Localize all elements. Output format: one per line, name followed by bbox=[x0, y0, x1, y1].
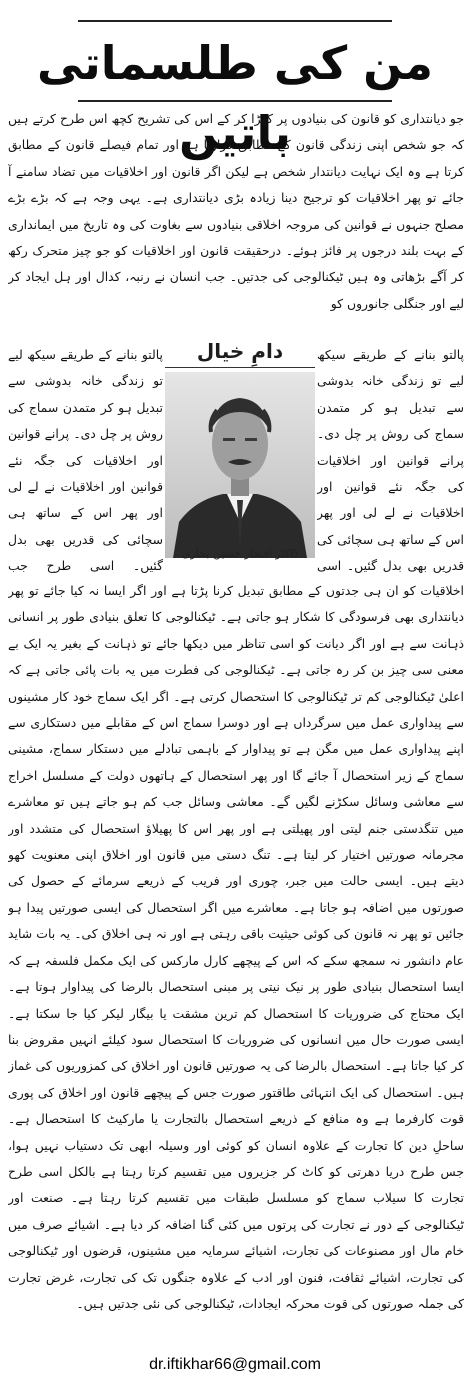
body-paragraph-wrap bbox=[8, 342, 163, 578]
author-email[interactable]: dr.iftikhar66@gmail.com bbox=[149, 1356, 321, 1373]
headline-top-rule bbox=[78, 20, 392, 22]
author-photo bbox=[165, 372, 315, 558]
body-paragraph-wrap-right bbox=[317, 342, 464, 578]
body-paragraph-main bbox=[8, 578, 464, 1350]
column-callout bbox=[165, 338, 315, 568]
paragraph-text: جو دیانتداری کو قانون کی بنیادوں پر کھڑا کر کے اس کی تشریح کچھ اس طرح کرتے ہیں کہ جو شخص اپنی زندگی قانون کے مطابق گزارتا ہے اور تمام فیصلے قانون کے مطابق کرتا ہے وہ ایک نہایت دیانتدار شخص ہے لیکن اگر قانون اور اخلاقیات میں تضاد سامنے آ جائے تو پھر اخلاقیات کو ترجیح دینا زیادہ بڑی دیانتداری ہے۔ یہی وجہ ہے کہ بڑے بڑے مصلح جنہوں نے قوانین کی مروجہ اخلاقی بنیادوں سے بغاوت کی وہ تاریخ میں ایمانداری کے بہت بلند درجوں پر فائز ہوئے۔ درحقیقت قانون اور اخلاقیات کو جو چیز متحرک رکھ کر آگے بڑھاتی وہ ہیں ٹیکنالوجی کی جدتیں۔ جب انسان نے رنبہ، کدال اور ہل ایجاد کر لیے اور جنگلی جانوروں کو bbox=[8, 111, 464, 311]
column-name: دامِ خیال bbox=[196, 339, 284, 363]
paragraph-text: اخلاقیات کو ان ہی جدتوں کے مطابق تبدیل کرنا پڑتا ہے اور اگر ایسا نہ کیا جائے تو پھر دیانتداری بھی فرسودگی کا شکار ہو جاتی ہے۔ ٹیکنالوجی کا تعلق بنیادی طور پر انسانی ذہانت سے ہے اور اگر دیانت کو اسی تناظر میں دیکھا جائے تو ذہانت کے بغیر یہ ایک بے معنی سی چیز بن کر رہ جاتی ہے۔ ٹیکنالوجی کی فطرت میں یہ بات پائی جاتی ہے کہ اعلیٰ ٹیکنالوجی کم تر ٹیکنالوجی کا استحصال کرتی ہے۔ اگر ایک سماج خود کار مشینوں سے پیداواری عمل میں سرگرداں ہے اور دوسرا سماج اس کے مقابلے میں دستکاری سے اپنے پیداواری عمل میں مگن ہے تو پیداوار کے باہمی تبادلے میں دستکار سماج، مشینی سماج کے زیر استحصال آ جائے گا اور پھر استحصال کے ہاتھوں دولت کے مسلسل اخراج سے معاشی وسائل سکڑنے لگیں گے۔ معاشی وسائل جب کم ہو جاتے ہیں تو معاشرے میں تنگدستی جنم لیتی اور پھیلتی ہے اور پھر اس کا پھیلاؤ استحصال کی متشدد اور مجرمانہ صورتیں اختیار کر لیتا ہے۔ تنگ دستی میں قانون اور اخلاق اپنی معنویت کھو دیتے ہیں۔ ایسی حالت میں جبر، چوری اور فریب کے ذریعے سرمائے کے حصول کی صورتوں میں اضافہ ہو جاتا ہے۔ معاشرے میں اگر استحصال کی ایسی صورتیں پیدا ہو جائیں تو پھر نہ قانون کی کوئی حیثیت باقی رہتی ہے اور نہ ہی اخلاق کی۔ یہ بات شاید عام دانشور نہ سمجھ سکے کہ اس کے پیچھے کارل مارکس کی ایک مکمل فلسفہ ہے کہ ایسا استحصال بنیادی طور پر نیک نیتی پر مبنی استحصال بالرضا کی پیداوار ہوتا ہے۔ ایک محتاج کی ضروریات کا استحصال کم ترین مشقت یا بیگار لیکر کیا جا سکتا ہے۔ ایسی صورت حال میں انسانوں کی ضروریات کا استحصال سود کیلئے انہیں مقروض بنا کر کیا جاتا ہے۔ استحصال بالرضا کی یہ صورتیں قانون اور اخلاق کی کمزوریوں کی غماز ہیں۔ استحصال کی ایک انتہائی طاقتور صورت جس کے پیچھے قانون اور اخلاق کی پوری قوت کارفرما ہے وہ منافع کے ذریعے استحصال بالتجارت یا مارکیٹ کا استحصال ہے۔ ساحلِ دین کا تجارت کے علاوہ انسان کو کوئی اور وسیلہ ابھی تک دستیاب نہیں ہوا، جس طرح دریا دھرتی کو کاٹ کر جزیروں میں تقسیم کرتا رہتا ہے بالکل اسی طرح تجارت کا سیلاب سماج کو مسلسل طبقات میں تقسیم کرتا رہتا ہے۔ صنعت اور ٹیکنالوجی کے دور نے تجارت کی پرتوں میں کئی گنا اضافہ کر دیا ہے۔ اشیائے صرف میں خام مال اور مصنوعات کی تجارت، اشیائے سرمایہ میں مشینوں، قرضوں اور ٹیکنالوجی کی تجارت، اشیائے ثقافت، فنون اور ادب کے علاوہ جنگوں تک کی تجارت، غرض تجارت کی جملہ صورتوں کی قوت محرکہ ایجادات، ٹیکنالوجی کی نئی جدتیں ہیں۔ bbox=[8, 583, 464, 1311]
body-paragraph-intro bbox=[8, 106, 464, 342]
paragraph-text: پالتو بنانے کے طریقے سیکھ لیے تو زندگی خانہ بدوشی سے تبدیل ہو کر متمدن سماج کی روش پر چل دی۔ پرانے قوانین اور اخلاقیات کی جگہ نئے قوانین اور اخلاقیات نے لے لی اور پھر اس کے ساتھ ہی سچائی کی قدریں بھی بدل گئیں۔ اسی طرح جب bbox=[8, 347, 163, 574]
paragraph-text: پالتو بنانے کے طریقے سیکھ لیے تو زندگی خانہ بدوشی سے تبدیل ہو کر متمدن سماج کی روش پر چل دی۔ پرانے قوانین اور اخلاقیات کی جگہ نئے قوانین اور اخلاقیات نے لے لی اور پھر اس کے ساتھ ہی سچائی کی قدریں بھی بدل گئیں۔ اسی bbox=[317, 347, 464, 574]
author-name: ڈاکٹر افتخار حسین بخاری bbox=[181, 547, 299, 560]
headline: من کی طلسماتی باتیں bbox=[36, 36, 434, 160]
callout-divider bbox=[165, 367, 315, 368]
headline-bottom-rule bbox=[78, 100, 392, 102]
